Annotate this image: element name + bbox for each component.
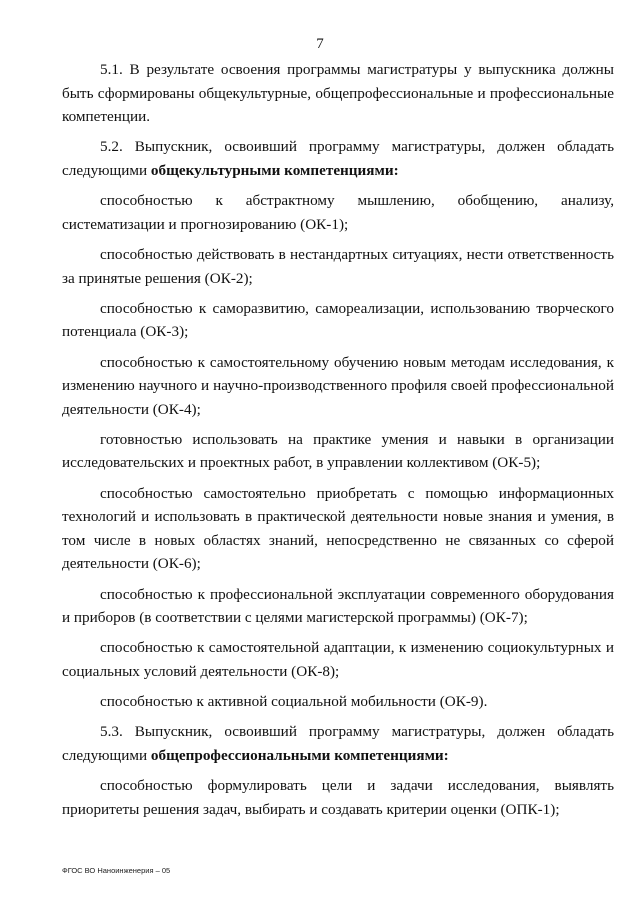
paragraph-text: 5.3. Выпускник, освоивший программу магистратуры, должен обладать следующими	[62, 723, 614, 764]
paragraph-text: 5.2. Выпускник, освоивший программу магистратуры, должен обладать следующими	[62, 138, 614, 179]
paragraph-text: способностью к активной социальной мобильности (ОК-9).	[100, 693, 488, 711]
paragraph-text: способностью самостоятельно приобретать с помощью информационных технологий и использовать в практической деятельности новые знания и умения, в том числе в новых областях знаний, непосредственно не связанных со сферой деятельности (ОК-6);	[62, 484, 614, 573]
competency-ok-3	[62, 297, 614, 344]
paragraph-5-3	[62, 720, 614, 767]
competency-ok-7	[62, 583, 614, 630]
paragraph-text: готовностью использовать на практике умения и навыки в организации исследовательских и проектных работ, в управлении коллективом (ОК-5);	[62, 430, 614, 472]
page-footer: ФГОС ВО Наноинженерия – 05	[62, 866, 171, 875]
paragraph-text: способностью к абстрактному мышлению, обобщению, анализу, систематизации и прогнозированию (ОК-1);	[62, 192, 614, 233]
paragraph-bold-term: общекультурными компетенциями:	[150, 161, 399, 179]
paragraph-text: способностью к профессиональной эксплуатации современного оборудования и приборов (в соответствии с целями магистерской программы) (ОК-7);	[62, 585, 614, 627]
paragraph-5-2	[62, 135, 614, 182]
paragraph-text: способностью к самостоятельной адаптации, к изменению социокультурных и социальных условий деятельности (ОК-8);	[62, 639, 614, 680]
paragraph-text: способностью к самостоятельному обучению новым методам исследования, к изменению научного и научно-производственного профиля своей профессиональной деятельности (ОК-4);	[62, 353, 614, 418]
paragraph-bold-term: общепрофессиональными компетенциями:	[150, 746, 449, 764]
page-number: 7	[316, 36, 324, 52]
competency-ok-5	[62, 428, 614, 475]
paragraph-text: способностью формулировать цели и задачи исследования, выявлять приоритеты решения задач, выбирать и создавать критерии оценки (ОПК-1);	[62, 777, 614, 818]
paragraph-text: способностью действовать в нестандартных ситуациях, нести ответственность за принятые решения (ОК-2);	[62, 245, 614, 287]
competency-ok-1	[62, 189, 614, 236]
paragraph-text: 5.1. В результате освоения программы магистратуры у выпускника должны быть сформированы общекультурные, общепрофессиональные и профессиональные компетенции.	[62, 61, 614, 126]
paragraph-5-1	[62, 58, 614, 129]
competency-ok-9	[62, 690, 614, 714]
competency-opk-1	[62, 774, 614, 821]
competency-ok-4	[62, 351, 614, 422]
competency-ok-6	[62, 482, 614, 576]
competency-ok-2	[62, 243, 614, 290]
paragraph-text: способностью к саморазвитию, самореализации, использованию творческого потенциала (ОК-3);	[62, 299, 614, 341]
competency-ok-8	[62, 636, 614, 683]
document-body	[62, 58, 614, 828]
